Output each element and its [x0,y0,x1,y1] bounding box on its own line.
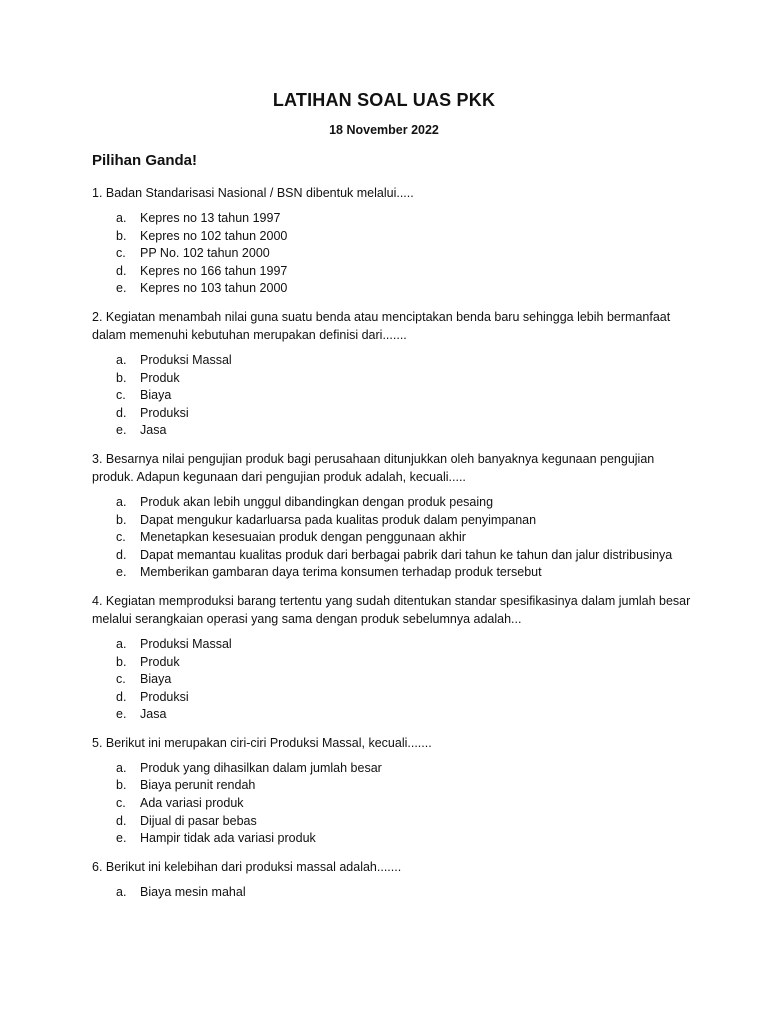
question-1 [92,184,692,298]
option-item [92,210,692,228]
option-letter: e. [116,281,127,296]
option-text: Ada variasi produk [140,796,244,811]
option-item [92,512,692,530]
question-text: 1. Badan Standarisasi Nasional / BSN dibentuk melalui..... [92,186,414,200]
option-list [92,210,692,298]
option-letter: c. [116,796,126,811]
option-text: Jasa [140,707,167,722]
option-text: Dapat mengukur kadarluarsa pada kualitas produk dalam penyimpanan [140,512,537,527]
option-text: Kepres no 103 tahun 2000 [140,281,288,296]
option-list [92,760,692,848]
option-letter: e. [116,831,127,846]
option-letter: c. [116,388,126,403]
document-title: LATIHAN SOAL UAS PKK [272,90,496,110]
option-item [92,813,692,831]
section-heading: Pilihan Ganda! [92,152,198,169]
option-text: Jasa [140,423,167,438]
option-text: Biaya [140,388,172,403]
question-text: 3. Besarnya nilai pengujian produk bagi perusahaan ditunjukkan oleh banyaknya kegunaan pengujian produk. Adapun kegunaan dari pengujian produk adalah, kecuali..... [92,451,655,484]
option-text: Produksi Massal [140,636,232,651]
option-item [92,760,692,778]
option-item [92,654,692,672]
option-letter: e. [116,423,127,438]
option-list [92,494,692,582]
option-letter: d. [116,263,127,278]
question-text: 4. Kegiatan memproduksi barang tertentu yang sudah ditentukan standar spesifikasinya dalam jumlah besar melalui serangkaian operasi yang sama dengan produk sebelumnya adalah... [92,593,691,626]
option-list [92,352,692,440]
option-text: Produksi [140,405,189,420]
option-text: Memberikan gambaran daya terima konsumen terhadap produk tersebut [140,565,542,580]
option-letter: b. [116,370,127,385]
option-text: Kepres no 13 tahun 1997 [140,211,281,225]
option-letter: e. [116,565,127,580]
option-item [92,564,692,582]
option-letter: a. [116,494,127,509]
option-item [92,636,692,654]
question-text: 6. Berikut ini kelebihan dari produksi massal adalah....... [92,859,402,874]
option-text: Biaya [140,672,172,687]
option-letter: b. [116,654,127,669]
option-letter: c. [116,246,126,261]
question-5 [92,734,692,848]
option-text: Produk [140,654,180,669]
option-text: Biaya perunit rendah [140,778,256,793]
question-3 [92,450,692,582]
option-letter: a. [116,884,127,899]
option-text: Kepres no 102 tahun 2000 [140,228,288,243]
option-item [92,830,692,848]
option-text: Produk akan lebih unggul dibandingkan dengan produk pesaing [140,494,494,509]
question-text: 2. Kegiatan menambah nilai guna suatu benda atau menciptakan benda baru sehingga lebih bermanfaat dalam memenuhi kebutuhan merupakan definisi dari....... [92,309,671,342]
option-letter: a. [116,211,127,225]
option-item [92,884,692,902]
option-item [92,671,692,689]
question-text: 5. Berikut ini merupakan ciri-ciri Produksi Massal, kecuali....... [92,735,432,750]
option-letter: a. [116,636,127,651]
option-list [92,636,692,724]
option-item [92,547,692,565]
option-letter: a. [116,352,127,367]
option-letter: d. [116,547,127,562]
option-item [92,405,692,423]
option-item [92,352,692,370]
option-item [92,795,692,813]
option-item [92,370,692,388]
option-item [92,245,692,263]
option-item [92,422,692,440]
option-text: Produksi Massal [140,352,232,367]
option-text: Kepres no 166 tahun 1997 [140,263,288,278]
option-letter: c. [116,672,126,687]
option-letter: c. [116,530,126,545]
option-letter: d. [116,813,127,828]
question-list [92,184,692,911]
option-item [92,777,692,795]
option-letter: d. [116,689,127,704]
option-letter: b. [116,778,127,793]
option-text: Dijual di pasar bebas [140,813,257,828]
option-item [92,228,692,246]
option-item [92,494,692,512]
option-letter: a. [116,760,127,775]
document-date: 18 November 2022 [329,123,439,137]
option-list [92,884,692,902]
option-letter: b. [116,228,127,243]
option-text: Produk [140,370,180,385]
option-text: Dapat memantau kualitas produk dari berbagai pabrik dari tahun ke tahun dan jalur distribusinya [140,547,673,562]
option-item [92,689,692,707]
option-text: Produksi [140,689,189,704]
option-text: Produk yang dihasilkan dalam jumlah besar [140,760,382,775]
option-text: Biaya mesin mahal [140,884,246,899]
option-letter: e. [116,707,127,722]
option-item [92,529,692,547]
option-text: Menetapkan kesesuaian produk dengan penggunaan akhir [140,530,466,545]
option-letter: d. [116,405,127,420]
option-text: PP No. 102 tahun 2000 [140,246,270,261]
option-text: Hampir tidak ada variasi produk [140,831,316,846]
option-item [92,280,692,298]
option-item [92,263,692,281]
question-2 [92,308,692,440]
option-letter: b. [116,512,127,527]
option-item [92,387,692,405]
question-6 [92,858,692,902]
option-item [92,706,692,724]
question-4 [92,592,692,724]
